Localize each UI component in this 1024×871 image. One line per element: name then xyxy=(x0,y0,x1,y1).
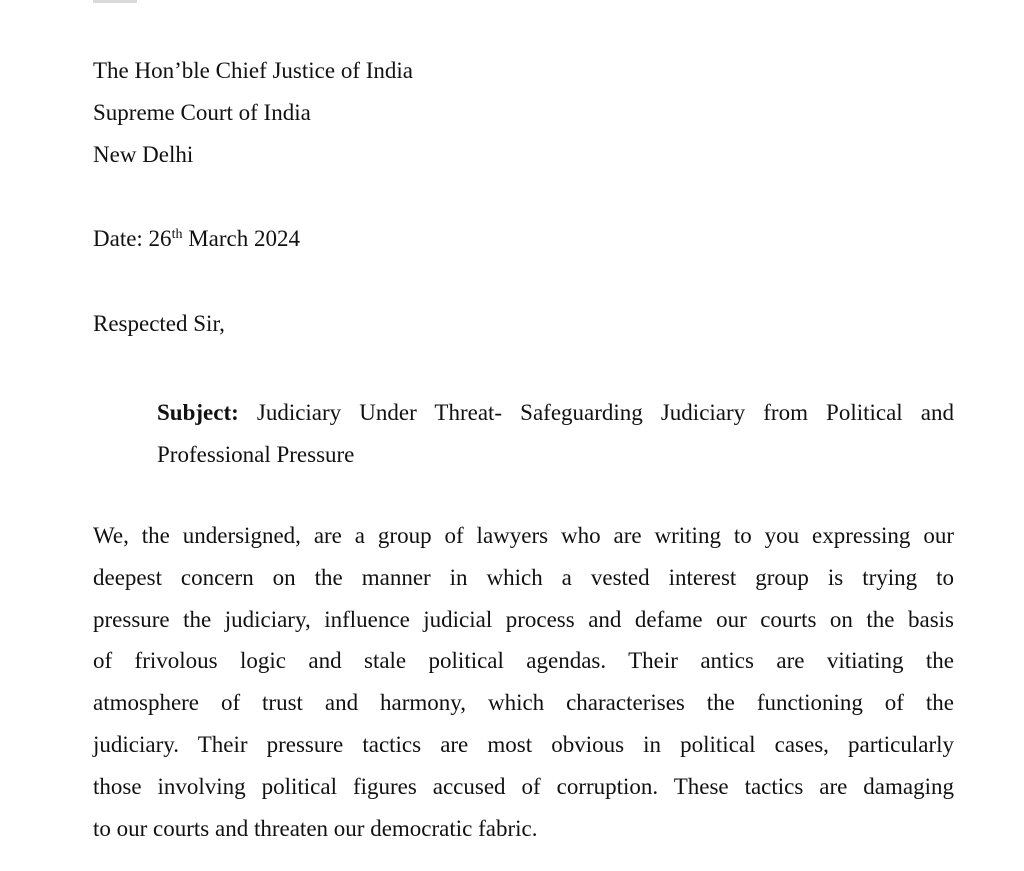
body-line: of frivolous logic and stale political agendas. Their antics are vitiating the xyxy=(93,648,954,674)
subject-block xyxy=(157,392,954,476)
body-line: We, the undersigned, are a group of lawyers who are writing to you expressing our xyxy=(93,523,954,548)
body-line: pressure the judiciary, influence judicial process and defame our courts on the basis xyxy=(93,606,954,632)
date-prefix: Date: 26 xyxy=(93,226,172,251)
body-line: deepest concern on the manner in which a vested interest group is trying to xyxy=(93,564,954,590)
body-line-last: to our courts and threaten our democratic fabric. xyxy=(93,815,538,841)
subject-line-2: Professional Pressure xyxy=(157,442,355,467)
salutation: Respected Sir, xyxy=(93,311,225,336)
subject-text-1: Judiciary Under Threat- Safeguarding Judiciary from Political and xyxy=(238,400,954,425)
body-line: atmosphere of trust and harmony, which characterises the functioning of the xyxy=(93,690,954,716)
date-ordinal-suffix: th xyxy=(171,227,183,242)
letter-date xyxy=(93,225,300,257)
recipient-city: New Delhi xyxy=(93,142,194,167)
recipient-court: Supreme Court of India xyxy=(93,100,311,125)
subject-label: Subject: xyxy=(157,400,239,425)
body-paragraph xyxy=(93,515,954,849)
body-line: judiciary. Their pressure tactics are most obvious in political cases, particularly xyxy=(93,731,954,757)
date-rest: March 2024 xyxy=(182,226,300,251)
subject-line-1 xyxy=(157,392,954,434)
body-line: those involving political figures accused of corruption. These tactics are damaging xyxy=(93,773,954,799)
page-top-mark xyxy=(93,0,137,3)
recipient-title: The Hon’ble Chief Justice of India xyxy=(93,58,413,83)
